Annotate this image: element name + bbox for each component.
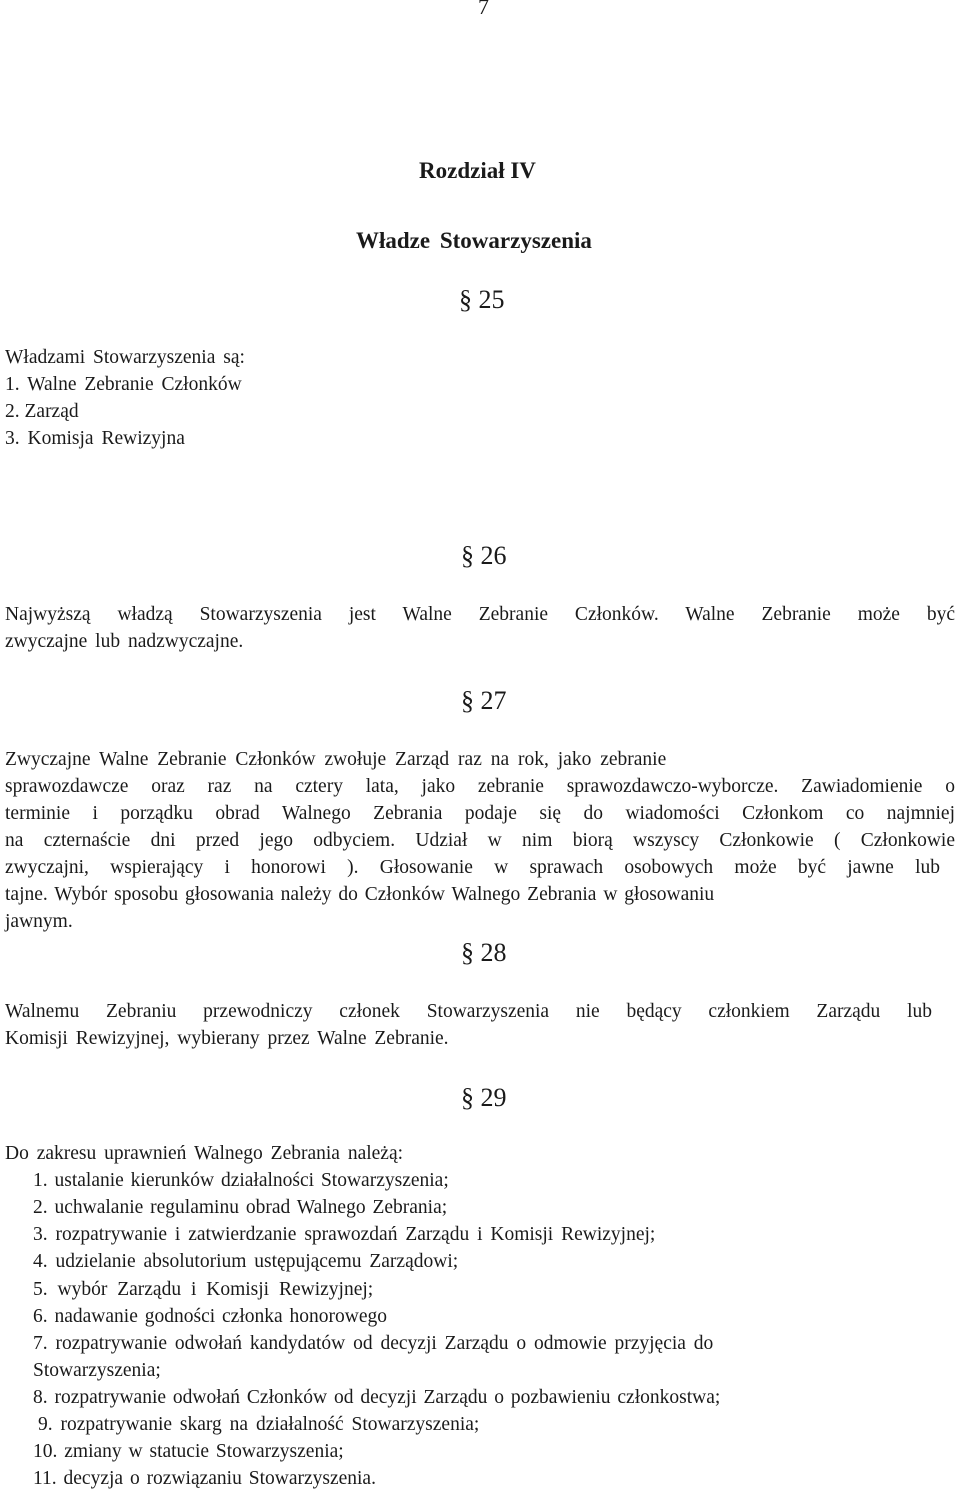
paragraph-line: Walnemu Zebraniu przewodniczy członek Stowarzyszenia nie będący członkiem Zarządu lub (5, 1001, 932, 1022)
list-item: 2. Zarząd (5, 401, 79, 422)
list-item: 6. nadawanie godności członka honorowego (33, 1306, 388, 1327)
chapter-subtitle: Władze Stowarzyszenia (356, 228, 592, 253)
list-item: 11. decyzja o rozwiązaniu Stowarzyszenia. (33, 1468, 376, 1489)
list-item: 9. rozpatrywanie skarg na działalność Stowarzyszenia; (38, 1414, 480, 1435)
list-item: 3. rozpatrywanie i zatwierdzanie sprawozdań Zarządu i Komisji Rewizyjnej; (33, 1224, 656, 1245)
paragraph-line: tajne. Wybór sposobu głosowania należy do Członków Walnego Zebrania w głosowaniu (5, 884, 715, 905)
list-item: 5. wybór Zarządu i Komisji Rewizyjnej; (33, 1279, 374, 1300)
list-item: 7. rozpatrywanie odwołań kandydatów od decyzji Zarządu o odmowie przyjęcia do (33, 1333, 714, 1354)
section-heading-29: § 29 (461, 1083, 507, 1112)
paragraph-line: na czternaście dni przed jego odbyciem. Udział w nim biorą wszyscy Członkowie ( Członkowie (5, 830, 955, 851)
list-item: 8. rozpatrywanie odwołań Członków od decyzji Zarządu o pozbawieniu członkostwa; (33, 1387, 721, 1408)
list-item: Stowarzyszenia; (33, 1360, 161, 1381)
section-heading-27: § 27 (461, 686, 507, 715)
list-item: 4. udzielanie absolutorium ustępującemu Zarządowi; (33, 1251, 459, 1272)
paragraph-line: Najwyższą władzą Stowarzyszenia jest Walne Zebranie Członków. Walne Zebranie może być (5, 604, 955, 625)
section-heading-28: § 28 (461, 938, 507, 967)
paragraph-line: sprawozdawcze oraz raz na cztery lata, jako zebranie sprawozdawczo-wyborcze. Zawiadomienie o (5, 776, 955, 797)
paragraph-line: zwyczajne lub nadzwyczajne. (5, 631, 244, 652)
chapter-title: Rozdział IV (419, 158, 536, 183)
section-heading-25: § 25 (459, 285, 505, 314)
paragraph-line: Zwyczajne Walne Zebranie Członków zwołuje Zarząd raz na rok, jako zebranie (5, 749, 667, 770)
list-item: 2. uchwalanie regulaminu obrad Walnego Zebrania; (33, 1197, 448, 1218)
paragraph-line: Komisji Rewizyjnej, wybierany przez Walne Zebranie. (5, 1028, 449, 1049)
list-item: 3. Komisja Rewizyjna (5, 428, 185, 449)
section-heading-26: § 26 (461, 541, 507, 570)
paragraph-line: terminie i porządku obrad Walnego Zebrania podaje się do wiadomości Członkom co najmniej (5, 803, 955, 824)
paragraph-line: jawnym. (5, 911, 73, 932)
list-item: 1. Walne Zebranie Członków (5, 374, 242, 395)
list-item: 10. zmiany w statucie Stowarzyszenia; (33, 1441, 344, 1462)
paragraph-line: zwyczajni, wspierający i honorowi ). Głosowanie w sprawach osobowych może być jawne lub (5, 857, 940, 878)
section-29-intro: Do zakresu uprawnień Walnego Zebrania należą: (5, 1143, 404, 1164)
section-25-intro: Władzami Stowarzyszenia są: (5, 347, 245, 368)
page-number: 7 (478, 0, 489, 19)
list-item: 1. ustalanie kierunków działalności Stowarzyszenia; (33, 1170, 449, 1191)
